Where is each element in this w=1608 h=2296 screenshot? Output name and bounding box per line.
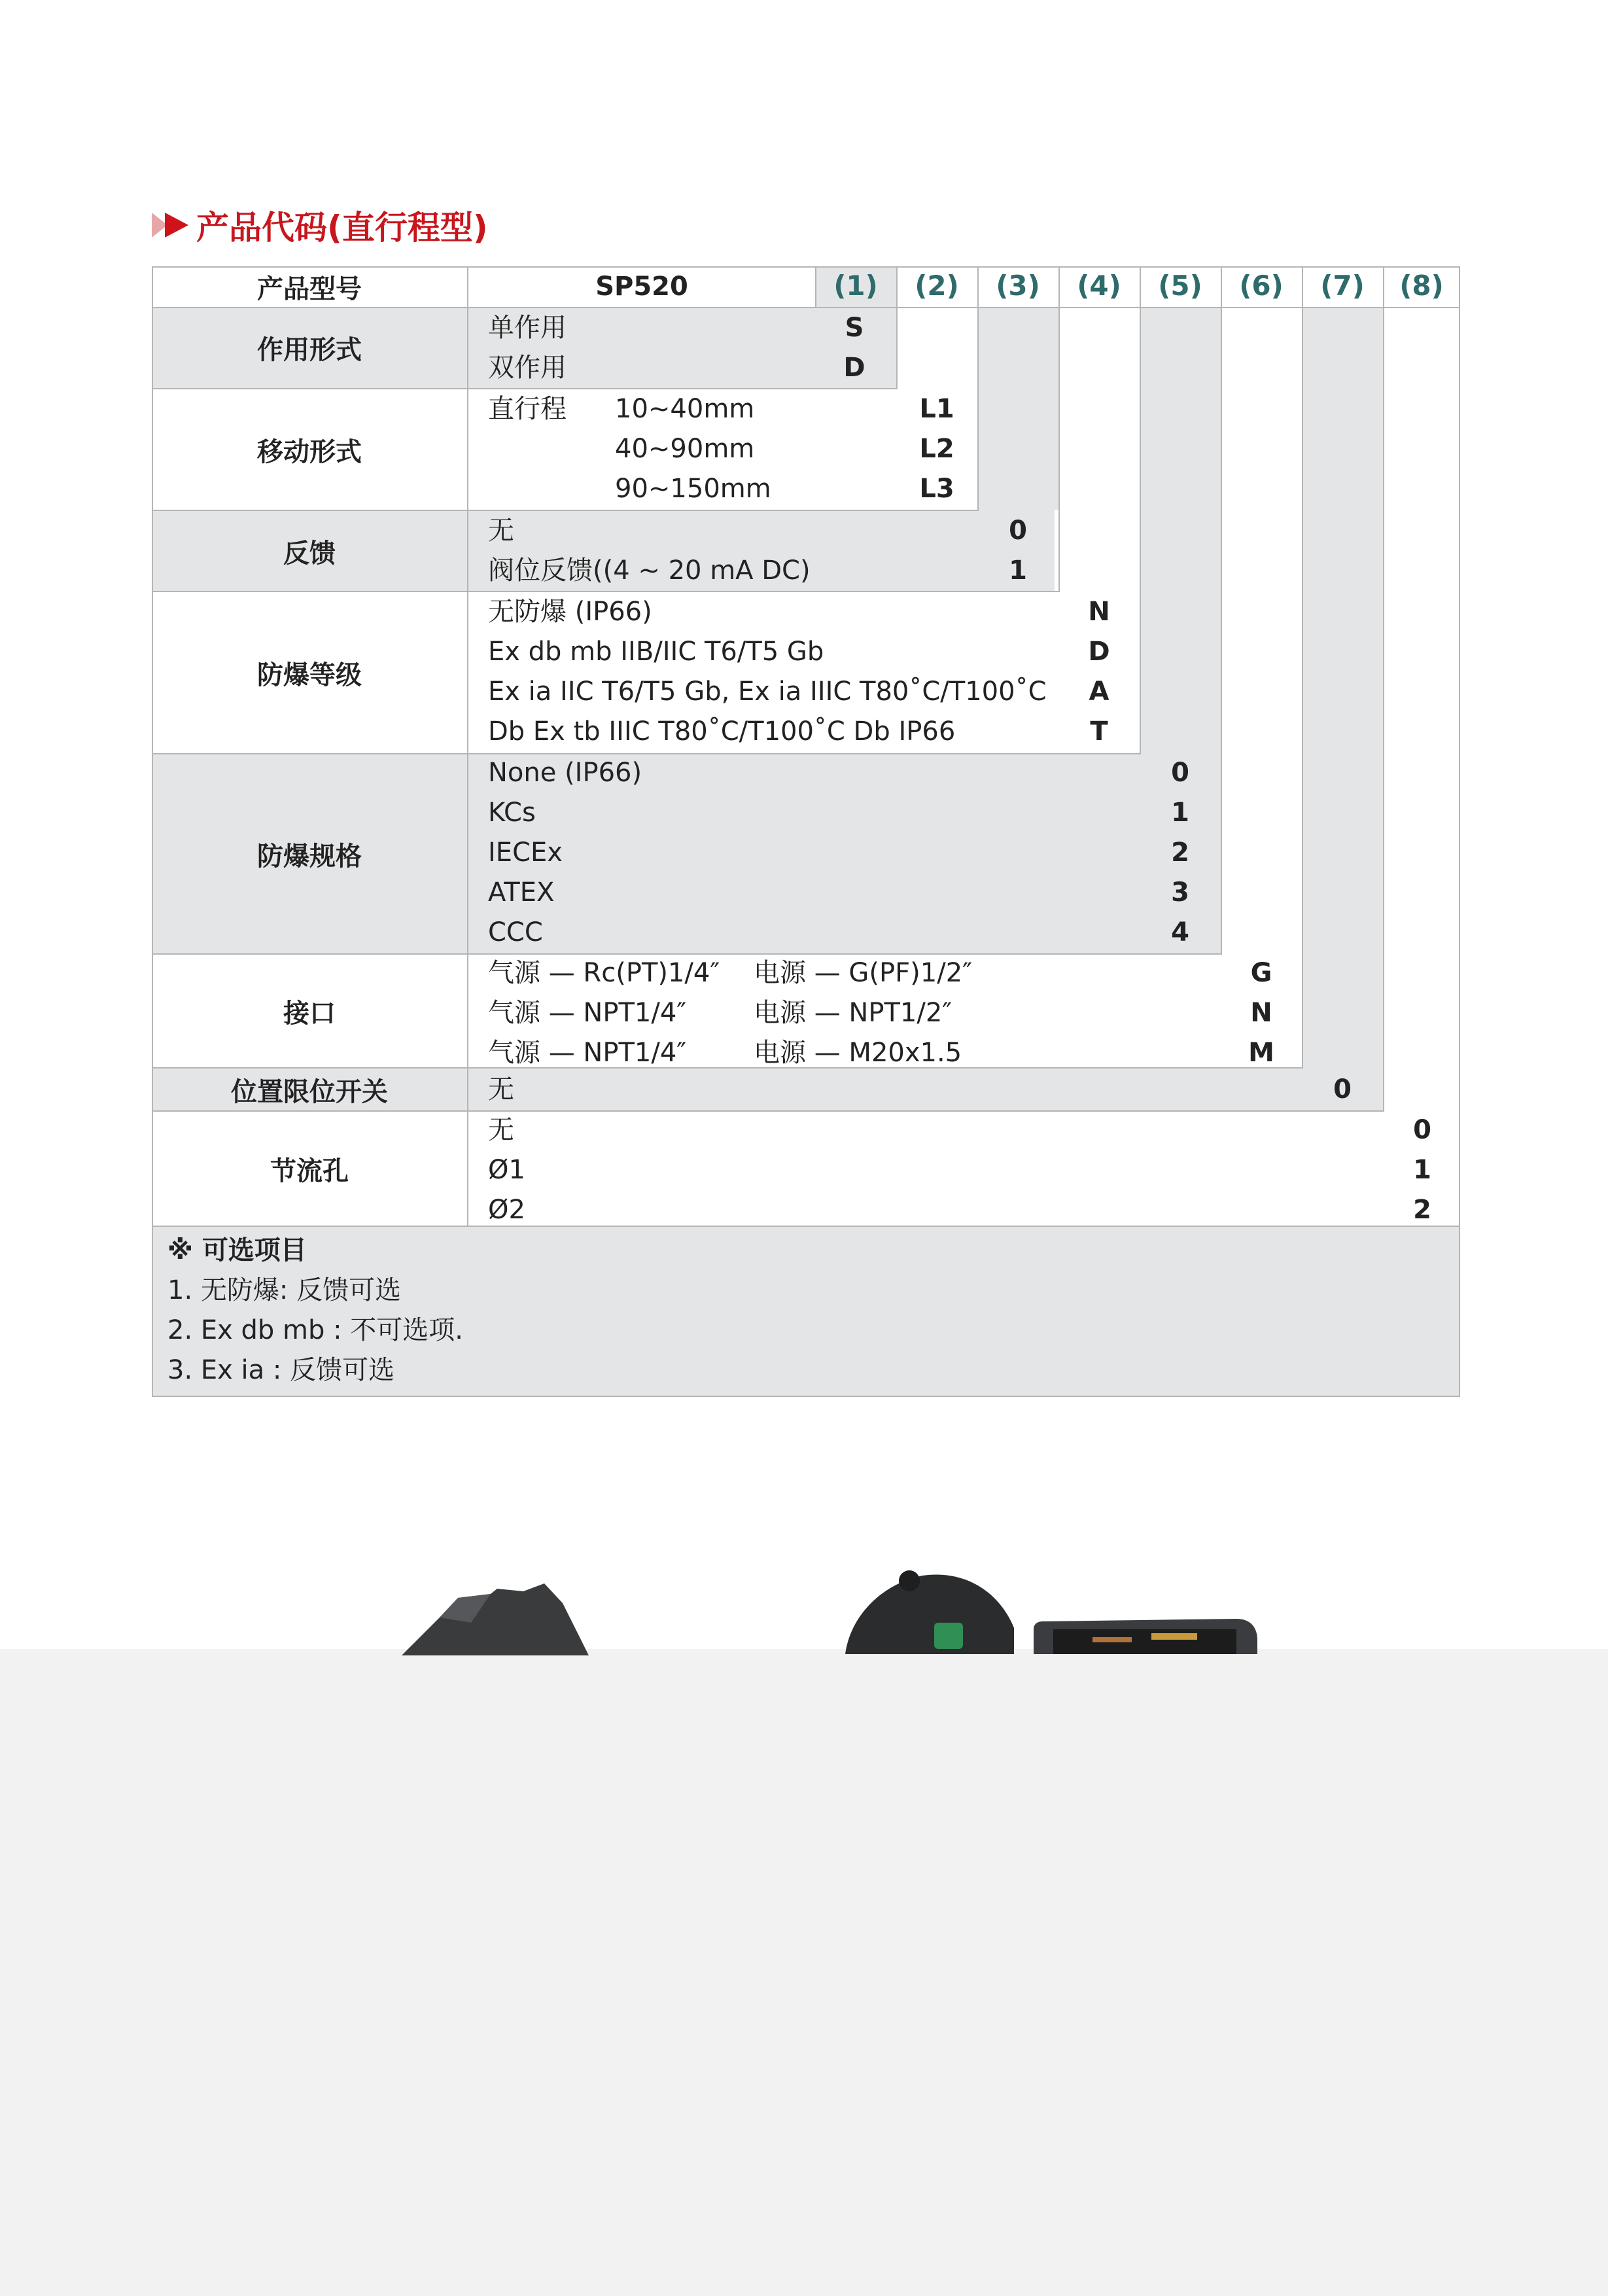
option-text: ATEX xyxy=(488,877,555,908)
product-code-table xyxy=(152,266,1460,1397)
option-prefix: 直行程 xyxy=(488,394,567,424)
option-text: None (IP66) xyxy=(488,758,642,788)
option-text: 双作用 xyxy=(488,353,567,383)
option-text: Ø2 xyxy=(488,1195,525,1225)
option-code: 2 xyxy=(1413,1195,1431,1225)
option-text: Ø1 xyxy=(488,1155,525,1185)
group-label-feedback: 反馈 xyxy=(283,538,336,569)
group-label-limit-switch: 位置限位开关 xyxy=(231,1076,388,1107)
band-col5 xyxy=(1140,307,1221,753)
option-code: A xyxy=(1089,677,1110,707)
group-label-interface: 接口 xyxy=(283,998,336,1029)
group-label-explosion-spec: 防爆规格 xyxy=(257,841,362,872)
stair-v-2 xyxy=(896,307,898,388)
option-code: G xyxy=(1250,958,1272,988)
option-code: 0 xyxy=(1333,1074,1352,1104)
option-text: 阀位反馈((4 ~ 20 mA DC) xyxy=(488,556,811,586)
header-pos-4: (4) xyxy=(1077,270,1121,302)
option-code: 4 xyxy=(1171,917,1189,947)
group-label-movement: 移动形式 xyxy=(257,436,362,467)
option-text: 单作用 xyxy=(488,313,567,343)
option-text: Db Ex tb IIIC T80˚C/T100˚C Db IP66 xyxy=(488,716,956,747)
border-right xyxy=(1459,266,1460,1397)
option-power: 电源 — NPT1/2″ xyxy=(754,998,953,1028)
stair-v-7 xyxy=(1302,307,1303,1067)
group-label-explosion-grade: 防爆等级 xyxy=(257,660,362,690)
label-divider xyxy=(467,266,468,1226)
arrow-icon xyxy=(152,209,192,241)
title-text: 产品代码(直行程型) xyxy=(196,209,488,247)
header-pos-8: (8) xyxy=(1399,270,1444,302)
option-code: L3 xyxy=(919,474,954,504)
option-text: Ex db mb IIB/IIC T6/T5 Gb xyxy=(488,637,824,667)
option-text: Ex ia IIC T6/T5 Gb, Ex ia IIIC T80˚C/T100˚C xyxy=(488,677,1047,707)
option-air: 气源 — NPT1/4″ xyxy=(488,1038,687,1068)
option-code: 3 xyxy=(1171,877,1189,908)
header-pos-3: (3) xyxy=(996,270,1040,302)
option-code: S xyxy=(845,313,864,343)
option-text: 无防爆 (IP66) xyxy=(488,597,652,627)
option-code: L1 xyxy=(919,394,954,424)
option-text: KCs xyxy=(488,798,536,828)
option-power: 电源 — G(PF)1/2″ xyxy=(754,958,973,988)
option-text: 无 xyxy=(488,1074,514,1104)
option-code: 0 xyxy=(1413,1115,1431,1145)
stair-v-8 xyxy=(1383,307,1384,1110)
band-col3 xyxy=(977,307,1058,510)
option-code: L2 xyxy=(919,434,954,464)
lower-background xyxy=(0,1649,1608,2296)
header-pos-2: (2) xyxy=(915,270,959,302)
header-pos-5: (5) xyxy=(1158,270,1202,302)
option-code: N xyxy=(1088,597,1110,627)
sep-8 xyxy=(152,1226,1460,1227)
option-code: T xyxy=(1090,716,1108,747)
stair-v-6 xyxy=(1221,307,1222,953)
option-power: 电源 — M20x1.5 xyxy=(754,1038,962,1068)
section-title xyxy=(152,202,488,249)
option-air: 气源 — Rc(PT)1/4″ xyxy=(488,958,720,988)
option-code: D xyxy=(843,353,865,383)
stair-v-3 xyxy=(977,307,979,510)
group-label-action: 作用形式 xyxy=(257,334,362,365)
band-col7 xyxy=(1302,307,1383,1067)
stair-v-5 xyxy=(1140,307,1141,753)
note-item: 2. Ex db mb : 不可选项. xyxy=(167,1315,464,1345)
option-text: CCC xyxy=(488,917,543,947)
option-code: 0 xyxy=(1171,758,1189,788)
stair-v-4 xyxy=(1058,307,1060,591)
header-label: 产品型号 xyxy=(257,274,362,304)
option-code: 1 xyxy=(1413,1155,1431,1185)
option-code: D xyxy=(1088,637,1110,667)
option-air: 气源 — NPT1/4″ xyxy=(488,998,687,1028)
option-code: 0 xyxy=(1009,516,1027,546)
option-text: 无 xyxy=(488,516,514,546)
notes-heading: ※ 可选项目 xyxy=(167,1235,307,1265)
note-item: 3. Ex ia : 反馈可选 xyxy=(167,1355,395,1385)
option-text: 10~40mm xyxy=(615,394,755,424)
positioner-photo-right xyxy=(844,1569,1263,1654)
border-bottom xyxy=(152,1396,1460,1397)
header-model: SP520 xyxy=(595,272,688,302)
header-pos-7: (7) xyxy=(1320,270,1365,302)
option-code: 2 xyxy=(1171,838,1189,868)
option-code: 1 xyxy=(1171,798,1189,828)
group-label-orifice: 节流孔 xyxy=(270,1156,349,1186)
option-code: M xyxy=(1248,1038,1274,1068)
option-code: N xyxy=(1250,998,1272,1028)
header-pos-1: (1) xyxy=(833,270,878,302)
header-pos-6: (6) xyxy=(1239,270,1284,302)
actuator-photo-left xyxy=(393,1583,602,1655)
note-item: 1. 无防爆: 反馈可选 xyxy=(167,1275,402,1305)
option-code: 1 xyxy=(1009,556,1027,586)
option-text: 90~150mm xyxy=(615,474,771,504)
option-text: IECEx xyxy=(488,838,563,868)
option-text: 40~90mm xyxy=(615,434,755,464)
option-text: 无 xyxy=(488,1115,514,1145)
